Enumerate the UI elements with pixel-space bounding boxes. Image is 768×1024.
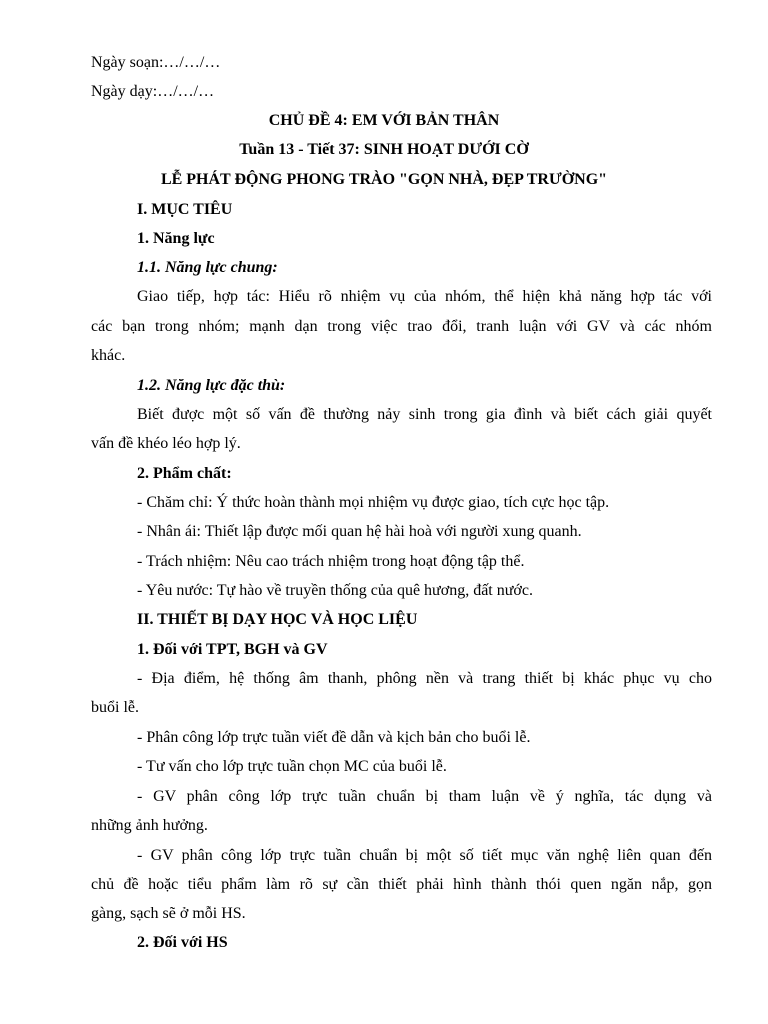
ngay-soan: Ngày soạn:…/…/… [91,54,221,71]
list-item: - Phân công lớp trực tuần viết đề dẫn và kịch bản cho buổi lễ. [137,729,531,746]
topic-title: CHỦ ĐỀ 4: EM VỚI BẢN THÂN [268,112,500,129]
paragraph-line: - Địa điểm, hệ thống âm thanh, phông nền và trang thiết bị khác phục vụ cho [137,670,712,687]
paragraph-line: buổi lễ. [91,699,139,716]
lesson-title: Tuần 13 - Tiết 37: SINH HOẠT DƯỚI CỜ [239,141,529,158]
paragraph-line: những ảnh hưởng. [91,817,208,834]
subheading-teachers: 1. Đối với TPT, BGH và GV [137,641,328,658]
event-title: LỄ PHÁT ĐỘNG PHONG TRÀO "GỌN NHÀ, ĐẸP TRƯỜNG" [160,171,608,188]
ngay-day: Ngày dạy:…/…/… [91,83,215,100]
paragraph-line: gàng, sạch sẽ ở mỗi HS. [91,905,246,922]
paragraph-line: khác. [91,347,126,364]
paragraph-line: - GV phân công lớp trực tuần chuẩn bị một số tiết mục văn nghệ liên quan đến [137,847,712,864]
section-heading-equipment: II. THIẾT BỊ DẠY HỌC VÀ HỌC LIỆU [137,611,418,628]
subheading-general-competence: 1.1. Năng lực chung: [137,259,278,276]
list-item: - Trách nhiệm: Nêu cao trách nhiệm trong hoạt động tập thể. [137,553,525,570]
paragraph-line: Giao tiếp, hợp tác: Hiểu rõ nhiệm vụ của nhóm, thể hiện khả năng hợp tác với [137,288,712,305]
paragraph-line: các bạn trong nhóm; mạnh dạn trong việc trao đổi, tranh luận với GV và các nhóm [91,318,712,335]
paragraph-line: vấn đề khéo léo hợp lý. [91,435,241,452]
subheading-students: 2. Đối với HS [137,934,228,951]
paragraph-line: chủ đề hoặc tiểu phẩm làm rõ sự cần thiết phải hình thành thói quen ngăn nắp, gọn [91,876,712,893]
subheading-competence: 1. Năng lực [137,230,215,247]
section-heading-objectives: I. MỤC TIÊU [137,201,233,218]
paragraph-line: Biết được một số vấn đề thường nảy sinh trong gia đình và biết cách giải quyết [137,406,712,423]
subheading-qualities: 2. Phẩm chất: [137,465,232,482]
subheading-specific-competence: 1.2. Năng lực đặc thù: [137,377,286,394]
list-item: - Tư vấn cho lớp trực tuần chọn MC của buổi lễ. [137,758,447,775]
list-item: - Nhân ái: Thiết lập được mối quan hệ hài hoà với người xung quanh. [137,523,582,540]
paragraph-line: - GV phân công lớp trực tuần chuẩn bị tham luận về ý nghĩa, tác dụng và [137,788,712,805]
list-item: - Chăm chỉ: Ý thức hoàn thành mọi nhiệm vụ được giao, tích cực học tập. [137,494,610,511]
list-item: - Yêu nước: Tự hào về truyền thống của quê hương, đất nước. [137,582,533,599]
